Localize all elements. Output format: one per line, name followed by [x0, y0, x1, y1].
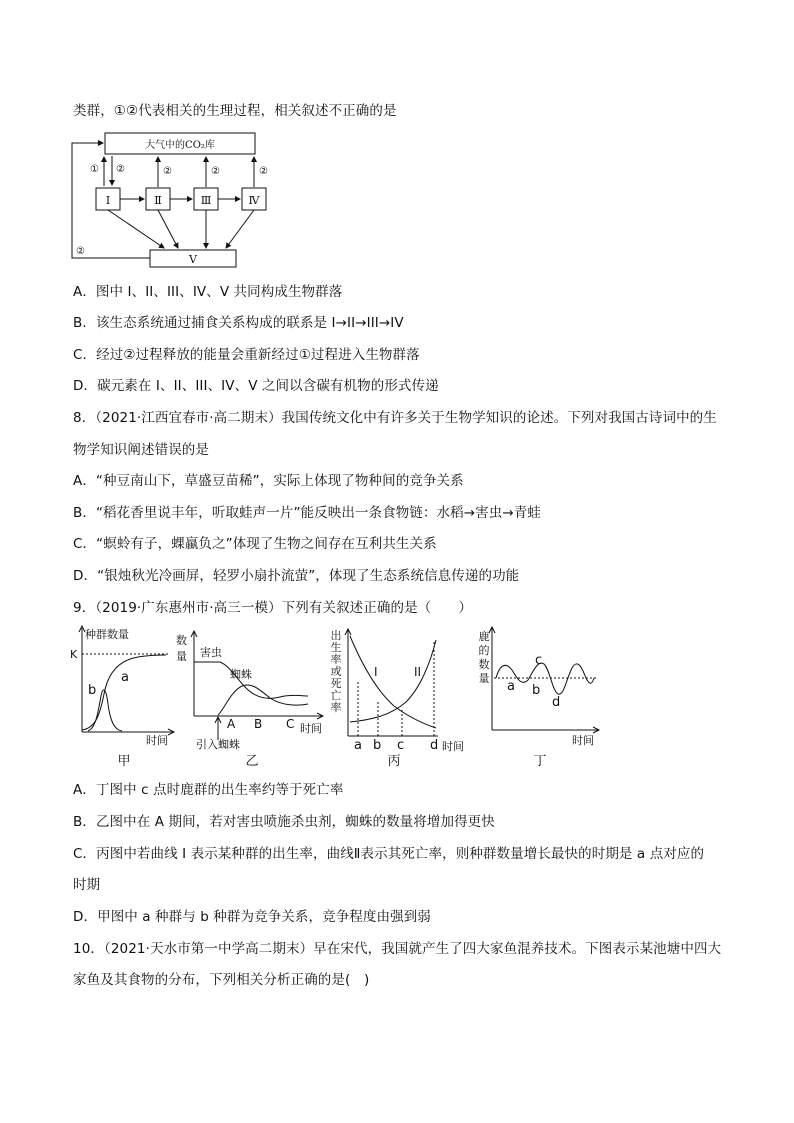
graph-yi-spider-curve: [218, 685, 308, 715]
graph-jia-xlabel: 时间: [146, 734, 168, 747]
label-process-2e: ②: [76, 246, 85, 257]
q9-stem: 9．（2019·广东惠州市·高三一模）下列有关叙述正确的是（ ）: [73, 600, 473, 616]
label-process-2c: ②: [211, 166, 220, 177]
graph-yi-note: 引入蜘蛛: [196, 738, 240, 751]
q9-option-c: C．丙图中若曲线 I 表示某种群的出生率，曲线Ⅱ表示其死亡率，则种群数量增长最快的时期是 a 点对应的: [73, 846, 705, 862]
q8-stem-line2: 物学知识阐述错误的是: [73, 442, 209, 458]
graph-ding-point-c: c: [535, 653, 543, 668]
label-process-2a: ②: [116, 164, 125, 175]
svg-text:生: 生: [330, 641, 342, 654]
q7-option-a: A．图中 I、II、III、IV、V 共同构成生物群落: [73, 284, 343, 300]
graph-bing-label-1: I: [374, 665, 378, 679]
q8-option-b: B．“稻花香里说丰年，听取蛙声一片”能反映出一条食物链：水稻→害虫→青蛙: [73, 505, 541, 521]
carbon-cycle-diagram: [68, 128, 288, 270]
node-3-label: Ⅲ: [200, 194, 212, 207]
graph-yi-pest-label: 害虫: [200, 646, 222, 659]
graph-yi-ylabel-2: 量: [176, 650, 187, 663]
q7-option-c: C．经过②过程释放的能量会重新经过①过程进入生物群落: [73, 347, 420, 363]
graph-ding-xlabel: 时间: [572, 734, 594, 747]
q10-stem-line1: 10．（2021·天水市第一中学高二期末）早在宋代，我国就产生了四大家鱼混养技术。下图表示某池塘中四大: [73, 941, 722, 957]
q7-option-d: D．碳元素在 I、II、III、IV、V 之间以含碳有机物的形式传递: [73, 378, 439, 394]
label-process-2d: ②: [259, 166, 268, 177]
graph-jia-caption: 甲: [117, 754, 131, 769]
q9-option-d: D．甲图中 a 种群与 b 种群为竞争关系，竞争程度由强到弱: [73, 909, 431, 925]
graph-yi-point-a: A: [227, 717, 236, 731]
svg-text:量: 量: [478, 672, 490, 685]
graph-bing-tick-c: c: [397, 738, 405, 753]
co2-pool-label: 大气中的CO₂库: [145, 140, 215, 151]
node-2-label: Ⅱ: [154, 194, 162, 207]
graph-ding: [474, 624, 604, 769]
graph-yi: [172, 624, 332, 769]
node-4-label: Ⅳ: [248, 194, 260, 207]
graph-bing-tick-b: b: [373, 738, 382, 753]
graph-jia: [68, 624, 180, 769]
svg-text:或: 或: [330, 665, 342, 678]
svg-text:死: 死: [330, 677, 342, 690]
q8-option-d: D．“银烛秋光冷画屏，轻罗小扇扑流萤”，体现了生态系统信息传递的功能: [73, 568, 520, 584]
graph-bing-curve-1: [350, 636, 436, 728]
graph-yi-xlabel: 时间: [300, 722, 322, 735]
label-process-2b: ②: [163, 166, 172, 177]
graph-yi-ylabel-1: 数: [176, 634, 187, 647]
graph-bing-xlabel: 时间: [442, 740, 464, 753]
q10-stem-line2: 家鱼及其食物的分布，下列相关分析正确的是( ): [73, 972, 370, 988]
graph-ding-caption: 丁: [533, 754, 547, 769]
q9-option-c-cont: 时期: [73, 877, 101, 893]
svg-text:的: 的: [478, 644, 490, 657]
svg-text:出: 出: [330, 629, 342, 642]
graph-ding-point-d: d: [552, 695, 561, 710]
graph-yi-caption: 乙: [245, 754, 259, 769]
node-1-label: Ⅰ: [105, 194, 111, 207]
graph-jia-ylabel: 种群数量: [85, 628, 129, 641]
graph-bing: [326, 624, 476, 769]
q7-intro: 类群，①②代表相关的生理过程，相关叙述不正确的是: [73, 103, 397, 119]
graph-bing-ylabel: [331, 628, 342, 714]
q9-option-b: B．乙图中在 A 期间，若对害虫喷施杀虫剂，蜘蛛的数量将增加得更快: [73, 814, 495, 830]
graph-yi-spider-label: 蜘蛛: [230, 668, 252, 681]
graph-jia-label-a: a: [121, 670, 129, 685]
label-process-1: ①: [90, 164, 99, 175]
graph-jia-k-label: K: [70, 648, 78, 661]
graph-bing-curve-2: [350, 640, 436, 722]
q8-stem-line1: 8．（2021·江西宜春市·高二期末）我国传统文化中有许多关于生物学知识的论述。下列对我国古诗词中的生: [73, 410, 717, 426]
q8-option-c: C．“螟蛉有子，蜾蠃负之”体现了生物之间存在互利共生关系: [73, 536, 437, 552]
graph-ding-point-a: a: [507, 679, 515, 694]
svg-text:数: 数: [478, 658, 490, 671]
graph-ding-point-b: b: [532, 683, 541, 698]
q8-option-a: A．“种豆南山下，草盛豆苗稀”，实际上体现了物种间的竞争关系: [73, 473, 464, 489]
graph-bing-caption: 丙: [387, 754, 401, 769]
graph-yi-point-c: C: [286, 717, 295, 731]
svg-text:率: 率: [330, 701, 342, 714]
node-5-label: Ⅴ: [189, 253, 197, 266]
graph-yi-point-b: B: [254, 717, 263, 731]
svg-text:亡: 亡: [330, 689, 342, 702]
graph-bing-tick-a: a: [354, 738, 362, 753]
graph-jia-label-b: b: [88, 683, 97, 698]
q9-option-a: A．丁图中 c 点时鹿群的出生率约等于死亡率: [73, 782, 344, 798]
q7-option-b: B．该生态系统通过捕食关系构成的联系是 I→II→III→IV: [73, 315, 404, 331]
svg-text:鹿: 鹿: [478, 630, 490, 643]
svg-text:率: 率: [330, 653, 342, 666]
graph-bing-label-2: II: [414, 665, 422, 679]
graph-ding-ylabel: [479, 629, 490, 685]
graph-bing-tick-d: d: [430, 738, 439, 753]
